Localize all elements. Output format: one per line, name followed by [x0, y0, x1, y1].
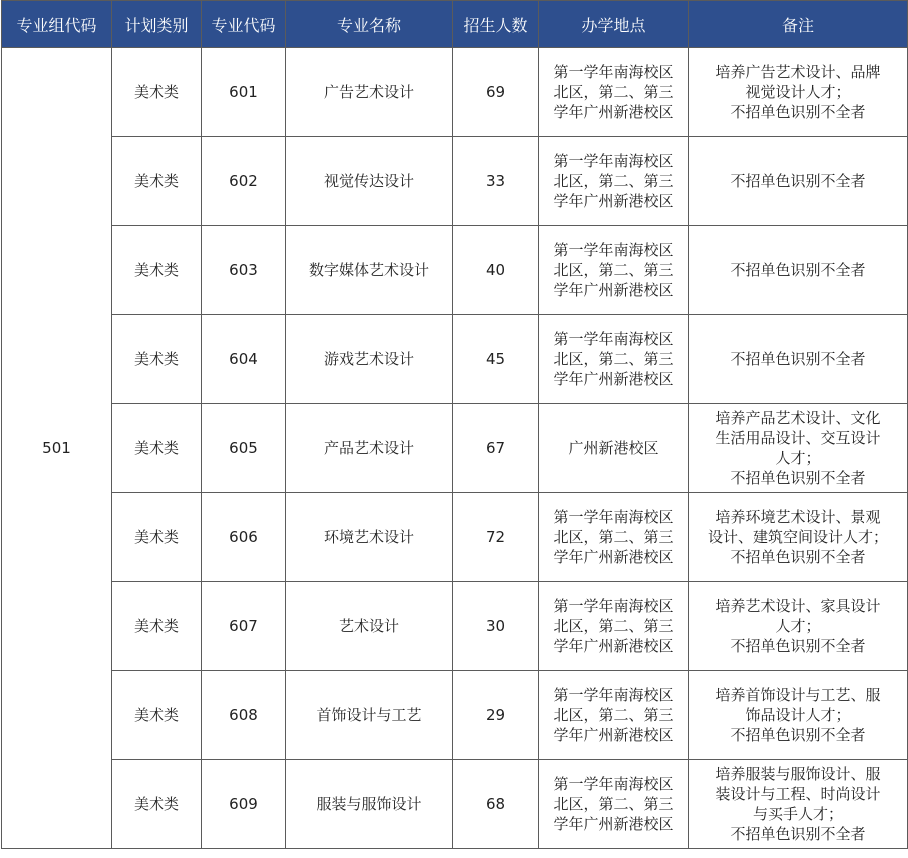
- notes-line: 视觉设计人才；: [745, 83, 851, 101]
- location-line: 学年广州新港校区: [553, 815, 674, 833]
- table-row: [2, 493, 908, 582]
- table-row: [2, 671, 908, 760]
- location-cell: [539, 582, 689, 671]
- category-cell: 美术类: [112, 493, 202, 582]
- location-cell: [539, 48, 689, 137]
- location-line: 学年广州新港校区: [553, 726, 674, 744]
- location-line: 第一学年南海校区: [553, 63, 674, 81]
- location-line: 北区，第二、第三: [553, 617, 674, 635]
- notes-line: 不招单色识别不全者: [730, 825, 866, 843]
- notes-line: 不招单色识别不全者: [730, 548, 866, 566]
- category-cell: 美术类: [112, 760, 202, 849]
- major-code-cell: 608: [202, 671, 286, 760]
- notes-line: 不招单色识别不全者: [730, 103, 866, 121]
- location-line: 北区，第二、第三: [553, 528, 674, 546]
- major-name-cell: 产品艺术设计: [286, 404, 453, 493]
- location-line: 学年广州新港校区: [553, 637, 674, 655]
- location-cell: [539, 137, 689, 226]
- location-line: 第一学年南海校区: [553, 775, 674, 793]
- notes-cell: [689, 582, 908, 671]
- major-name-cell: 艺术设计: [286, 582, 453, 671]
- header-major-code: 专业代码: [202, 1, 286, 48]
- location-cell: [539, 493, 689, 582]
- notes-line: 不招单色识别不全者: [730, 172, 866, 190]
- location-line: 广州新港校区: [568, 439, 659, 457]
- location-line: 第一学年南海校区: [553, 330, 674, 348]
- location-line: 北区，第二、第三: [553, 261, 674, 279]
- major-code-cell: 603: [202, 226, 286, 315]
- location-line: 学年广州新港校区: [553, 103, 674, 121]
- location-line: 学年广州新港校区: [553, 192, 674, 210]
- notes-line: 设计、建筑空间设计人才；: [707, 528, 888, 546]
- location-line: 北区，第二、第三: [553, 350, 674, 368]
- major-code-cell: 605: [202, 404, 286, 493]
- major-name-cell: 游戏艺术设计: [286, 315, 453, 404]
- location-line: 第一学年南海校区: [553, 686, 674, 704]
- category-cell: 美术类: [112, 582, 202, 671]
- notes-line: 与买手人才；: [752, 805, 843, 823]
- major-name-cell: 环境艺术设计: [286, 493, 453, 582]
- location-cell: [539, 671, 689, 760]
- notes-line: 不招单色识别不全者: [730, 637, 866, 655]
- category-cell: 美术类: [112, 404, 202, 493]
- table-row: [2, 760, 908, 849]
- location-line: 第一学年南海校区: [553, 152, 674, 170]
- notes-line: 装设计与工程、时尚设计: [715, 785, 881, 803]
- major-name-cell: 广告艺术设计: [286, 48, 453, 137]
- location-cell: [539, 404, 689, 493]
- notes-cell: [689, 404, 908, 493]
- category-cell: 美术类: [112, 315, 202, 404]
- location-cell: [539, 760, 689, 849]
- location-cell: [539, 315, 689, 404]
- location-cell: [539, 226, 689, 315]
- header-enrollment: 招生人数: [453, 1, 539, 48]
- major-code-cell: 604: [202, 315, 286, 404]
- notes-cell: [689, 226, 908, 315]
- enrollment-count-cell: 33: [453, 137, 539, 226]
- enrollment-count-cell: 40: [453, 226, 539, 315]
- table-row: [2, 226, 908, 315]
- notes-line: 不招单色识别不全者: [730, 726, 866, 744]
- enrollment-count-cell: 72: [453, 493, 539, 582]
- notes-line: 不招单色识别不全者: [730, 350, 866, 368]
- location-line: 学年广州新港校区: [553, 281, 674, 299]
- category-cell: 美术类: [112, 48, 202, 137]
- table-row: [2, 315, 908, 404]
- header-major-name: 专业名称: [286, 1, 453, 48]
- major-name-cell: 视觉传达设计: [286, 137, 453, 226]
- enrollment-table: [1, 0, 908, 849]
- notes-line: 培养产品艺术设计、文化: [715, 409, 881, 427]
- enrollment-count-cell: 69: [453, 48, 539, 137]
- location-line: 北区，第二、第三: [553, 795, 674, 813]
- notes-cell: [689, 760, 908, 849]
- notes-line: 培养服装与服饰设计、服: [715, 765, 881, 783]
- major-code-cell: 602: [202, 137, 286, 226]
- notes-line: 培养环境艺术设计、景观: [715, 508, 881, 526]
- major-name-cell: 服装与服饰设计: [286, 760, 453, 849]
- location-line: 第一学年南海校区: [553, 508, 674, 526]
- location-line: 第一学年南海校区: [553, 241, 674, 259]
- enrollment-count-cell: 67: [453, 404, 539, 493]
- notes-line: 培养艺术设计、家具设计: [715, 597, 881, 615]
- header-category: 计划类别: [112, 1, 202, 48]
- notes-line: 培养首饰设计与工艺、服: [715, 686, 881, 704]
- major-code-cell: 606: [202, 493, 286, 582]
- table-row: [2, 404, 908, 493]
- location-line: 北区，第二、第三: [553, 706, 674, 724]
- enrollment-count-cell: 45: [453, 315, 539, 404]
- location-line: 第一学年南海校区: [553, 597, 674, 615]
- category-cell: 美术类: [112, 226, 202, 315]
- table-row: [2, 582, 908, 671]
- header-group-code: 专业组代码: [2, 1, 112, 48]
- category-cell: 美术类: [112, 671, 202, 760]
- notes-line: 饰品设计人才；: [745, 706, 851, 724]
- notes-line: 生活用品设计、交互设计: [715, 429, 881, 447]
- notes-cell: [689, 671, 908, 760]
- header-location: 办学地点: [539, 1, 689, 48]
- enrollment-count-cell: 29: [453, 671, 539, 760]
- major-name-cell: 数字媒体艺术设计: [286, 226, 453, 315]
- notes-line: 人才；: [775, 617, 821, 635]
- major-code-cell: 607: [202, 582, 286, 671]
- group-code-cell: 501: [2, 48, 112, 849]
- notes-cell: [689, 315, 908, 404]
- notes-cell: [689, 48, 908, 137]
- major-code-cell: 609: [202, 760, 286, 849]
- table-body: [2, 48, 908, 849]
- notes-line: 不招单色识别不全者: [730, 469, 866, 487]
- header-notes: 备注: [689, 1, 908, 48]
- enrollment-count-cell: 30: [453, 582, 539, 671]
- major-code-cell: 601: [202, 48, 286, 137]
- major-name-cell: 首饰设计与工艺: [286, 671, 453, 760]
- table-row: [2, 137, 908, 226]
- location-line: 北区，第二、第三: [553, 172, 674, 190]
- category-cell: 美术类: [112, 137, 202, 226]
- notes-line: 不招单色识别不全者: [730, 261, 866, 279]
- notes-cell: [689, 493, 908, 582]
- enrollment-count-cell: 68: [453, 760, 539, 849]
- location-line: 北区，第二、第三: [553, 83, 674, 101]
- table-row: [2, 48, 908, 137]
- location-line: 学年广州新港校区: [553, 370, 674, 388]
- notes-line: 培养广告艺术设计、品牌: [715, 63, 881, 81]
- location-line: 学年广州新港校区: [553, 548, 674, 566]
- header-row: [2, 1, 908, 48]
- notes-line: 人才；: [775, 449, 821, 467]
- notes-cell: [689, 137, 908, 226]
